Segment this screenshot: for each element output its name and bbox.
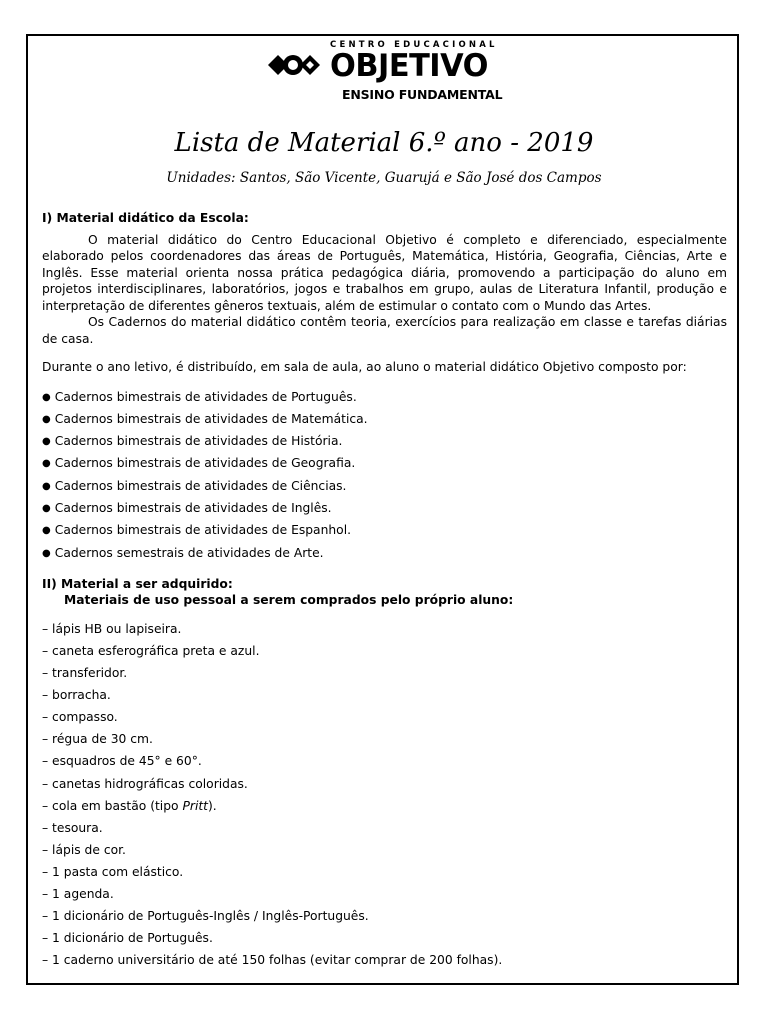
list-item: – tesoura.: [42, 820, 103, 835]
list-item: – régua de 30 cm.: [42, 732, 153, 747]
list-item: ● Cadernos semestrais de atividades de Arte.: [42, 545, 727, 567]
section-2-subheading: Materiais de uso pessoal a serem comprados pelo próprio aluno:: [64, 593, 514, 608]
didactic-material-list: [42, 389, 727, 567]
list-item: – 1 dicionário de Português-Inglês / Inglês-Português.: [42, 909, 369, 924]
list-item: ● Cadernos bimestrais de atividades de Ciências.: [42, 478, 727, 500]
list-item: ● Cadernos bimestrais de atividades de Espanhol.: [42, 522, 727, 544]
objetivo-logo-icon: [266, 50, 326, 80]
list-item: – lápis de cor.: [42, 842, 126, 857]
list-item: – 1 dicionário de Português.: [42, 931, 213, 946]
section-1-intro: Durante o ano letivo, é distribuído, em sala de aula, ao aluno o material didático Objetivo composto por:: [42, 360, 687, 374]
section-1-paragraph-1: O material didático do Centro Educacional Objetivo é completo e diferenciado, especialmente elaborado pelos coordenadores das áreas de Português, Matemática, História, Geografia, Ciências, Arte e Inglês. Esse material orienta nossa prática pedagógica diária, promovendo a participação do aluno em projetos interdisciplinares, laboratórios, jogos e trabalhos em grupo, aulas de Literatura Infantil, produção e interpretação de diferentes gêneros textuais, além de estimular o contato com o Mundo das Artes.: [42, 232, 727, 313]
list-item: – transferidor.: [42, 666, 128, 681]
section-2: [42, 576, 727, 609]
list-item: – esquadros de 45° e 60°.: [42, 754, 202, 769]
section-1-paragraph-2: Os Cadernos do material didático contêm teoria, exercícios para realização em classe e tarefas diárias de casa.: [42, 315, 727, 346]
section-2-heading: II) Material a ser adquirido:: [42, 576, 233, 591]
glue-prefix: – cola em bastão (tipo: [42, 798, 183, 813]
list-item: – 1 agenda.: [42, 887, 114, 901]
list-item: ● Cadernos bimestrais de atividades de Matemática.: [42, 411, 727, 433]
school-logo: [266, 40, 506, 104]
personal-materials-list: [42, 621, 727, 975]
page-title: Lista de Material 6.º ano - 2019: [174, 128, 594, 158]
section-1-heading: I) Material didático da Escola:: [42, 211, 249, 225]
logo-eyebrow: CENTRO EDUCACIONAL: [330, 40, 498, 50]
list-item: – lápis HB ou lapiseira.: [42, 621, 182, 636]
list-item: ● Cadernos bimestrais de atividades de Português.: [42, 389, 727, 411]
glue-suffix: ).: [208, 798, 217, 813]
list-item: – caneta esferográfica preta e azul.: [42, 643, 260, 658]
list-item: ● Cadernos bimestrais de atividades de História.: [42, 433, 727, 455]
logo-subline: ENSINO FUNDAMENTAL: [342, 87, 503, 102]
list-item: – 1 pasta com elástico.: [42, 864, 184, 879]
list-item: – borracha.: [42, 688, 111, 703]
list-item: – canetas hidrográficas coloridas.: [42, 776, 248, 791]
document-body: [42, 210, 727, 974]
list-item: ● Cadernos bimestrais de atividades de Geografia.: [42, 455, 727, 477]
list-item-glue: [42, 798, 727, 820]
list-item: ● Cadernos bimestrais de atividades de Inglês.: [42, 500, 727, 522]
glue-brand: Pritt: [182, 798, 208, 813]
logo-wordmark: OBJETIVO: [330, 48, 488, 84]
list-item: – compasso.: [42, 710, 118, 725]
list-item: – 1 caderno universitário de até 150 folhas (evitar comprar de 200 folhas).: [42, 953, 503, 968]
page-subtitle: Unidades: Santos, São Vicente, Guarujá e São José dos Campos: [166, 170, 602, 186]
